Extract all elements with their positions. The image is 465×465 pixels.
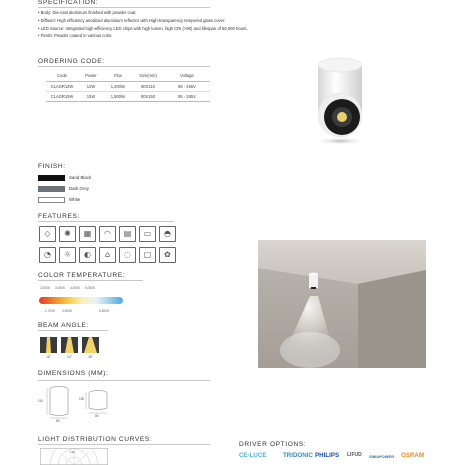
surface-mount-icon <box>139 247 156 263</box>
dimension-width-label: 80 <box>56 419 60 423</box>
surface-mount-glyph: ▢ <box>143 250 152 259</box>
column-header-flux: Flux <box>104 71 132 81</box>
brand-celuce: CE·LUCE <box>239 452 267 459</box>
no-flicker-glyph: ◌ <box>124 250 131 259</box>
cell-flux: 1,200lm <box>104 81 132 91</box>
color-temperature-title: COLOR TEMPERATURE: <box>38 272 126 279</box>
no-flicker-icon <box>119 247 136 263</box>
dimension-drawings <box>44 384 124 424</box>
dimensions-title: DIMENSIONS (MM): <box>38 370 109 377</box>
specification-title: SPECIFICATION: <box>38 0 99 6</box>
dimension-width-label: 80 <box>95 414 99 418</box>
brand-osram: OSRAM <box>401 452 425 459</box>
divider <box>38 380 210 381</box>
brand-philips: PHILIPS <box>315 452 340 459</box>
temperature-glyph: ☼ <box>63 250 72 259</box>
polar-scale-label: 120 <box>70 450 76 454</box>
lifetime-icon <box>39 247 56 263</box>
ceiling-mount-icon <box>159 226 176 242</box>
brand-simapower: SIMAPOWER <box>369 454 395 459</box>
divider <box>38 66 210 67</box>
installation-photo <box>258 240 426 368</box>
cct-label: 3,500K <box>62 309 73 313</box>
finish-swatch-dark-grey <box>38 186 65 192</box>
finish-label-sand-black: Sand Black <box>69 175 92 180</box>
led-source-glyph: ✺ <box>64 229 71 238</box>
finish-title: FINISH: <box>38 163 66 170</box>
beam-angle-label: 36° <box>88 355 93 359</box>
finish-swatch-sand-black <box>38 175 65 181</box>
beam-angle-36 <box>82 337 99 353</box>
ip-rating-icon <box>39 226 56 242</box>
temperature-icon <box>59 247 76 263</box>
light-distribution-title: LIGHT DISTRIBUTION CURVES: <box>38 436 153 443</box>
cct-label: 4,000K <box>70 286 81 290</box>
cell-voltage: 85 - 265V <box>164 81 210 91</box>
product-image <box>306 53 374 148</box>
cell-code: CLAGR15W <box>46 91 78 101</box>
table-row <box>46 91 210 101</box>
driver-glyph: ◠ <box>104 229 111 238</box>
column-header-code: Code <box>46 71 78 81</box>
column-header-voltage: Voltage <box>164 71 210 81</box>
divider <box>38 221 174 222</box>
cell-flux: 1,500lm <box>104 91 132 101</box>
column-header-size: Size(mm) <box>132 71 164 81</box>
finish-swatch-white <box>38 197 65 203</box>
beam-angle-24 <box>61 337 78 353</box>
ordering-table <box>46 71 210 102</box>
color-temperature-bar <box>39 297 123 304</box>
chip-glyph: ▦ <box>83 229 92 238</box>
cri-icon <box>119 226 136 242</box>
chip-icon <box>79 226 96 242</box>
cct-label: 2,700K <box>45 309 56 313</box>
dimmable-icon <box>79 247 96 263</box>
spec-item-finish: • Finish: Powder coated in various color. <box>38 33 113 39</box>
divider <box>38 280 143 281</box>
spec-item-led-source: • LED Source: Integrated high-efficiency LED chips with high lumen, high CRI (>90) and lifespan of 50,000 hours. <box>38 25 248 31</box>
table-row <box>46 81 210 91</box>
ordering-code-title: ORDERING CODE: <box>38 58 105 65</box>
energy-icon <box>159 247 176 263</box>
divider <box>38 330 108 331</box>
divider <box>38 7 210 8</box>
warranty-glyph: ⌂ <box>104 250 111 259</box>
cct-label: 3,000K <box>55 286 66 290</box>
divider <box>38 444 210 445</box>
driver-options-title: DRIVER OPTIONS: <box>239 441 307 448</box>
spec-item-diffuser: • Diffuser: High efficiency anodized aluminium reflector with High-transparency tempered glass cover. <box>38 17 226 23</box>
beam-angle-label: 15° <box>46 355 51 359</box>
beam-angle-title: BEAM ANGLE: <box>38 322 89 329</box>
cell-size: 80X150 <box>132 91 164 101</box>
beam-angle-label: 24° <box>67 355 72 359</box>
dimmable-glyph: ◐ <box>84 250 91 259</box>
cell-size: 80X110 <box>132 81 164 91</box>
cell-code: CLAGR12W <box>46 81 78 91</box>
efficiency-class-icon <box>139 226 156 242</box>
cct-label: 6,500K <box>99 309 110 313</box>
cell-power: 12W <box>78 81 104 91</box>
driver-icon <box>99 226 116 242</box>
finish-label-white: White <box>69 197 81 202</box>
finish-label-dark-grey: Dark Grey <box>69 186 90 191</box>
ceiling-mount-glyph: ◓ <box>164 229 171 238</box>
column-header-power: Power <box>78 71 104 81</box>
ip-rating-glyph: ◇ <box>44 229 51 238</box>
features-title: FEATURES: <box>38 213 80 220</box>
cct-label: 2,000K <box>40 286 51 290</box>
cell-power: 15W <box>78 91 104 101</box>
dimension-height-label: 150 <box>79 397 85 401</box>
dimension-height-label: 110 <box>38 399 44 403</box>
energy-glyph: ✿ <box>164 250 171 259</box>
lifetime-glyph: ◔ <box>44 250 51 259</box>
cri-glyph: ▤ <box>123 229 132 238</box>
beam-angle-15 <box>40 337 57 353</box>
efficiency-class-glyph: ▭ <box>143 229 152 238</box>
specification-list <box>38 9 248 40</box>
cct-label: 5,000K <box>85 286 96 290</box>
led-source-icon <box>59 226 76 242</box>
spec-item-body: • Body: Die-cast aluminum finished with powder coat. <box>38 10 137 15</box>
cell-voltage: 85 - 265V <box>164 91 210 101</box>
brand-tridonic: TRIDONIC <box>283 452 313 459</box>
warranty-icon <box>99 247 116 263</box>
table-header-row <box>46 71 210 81</box>
brand-lifud: LIFUD <box>347 452 362 458</box>
